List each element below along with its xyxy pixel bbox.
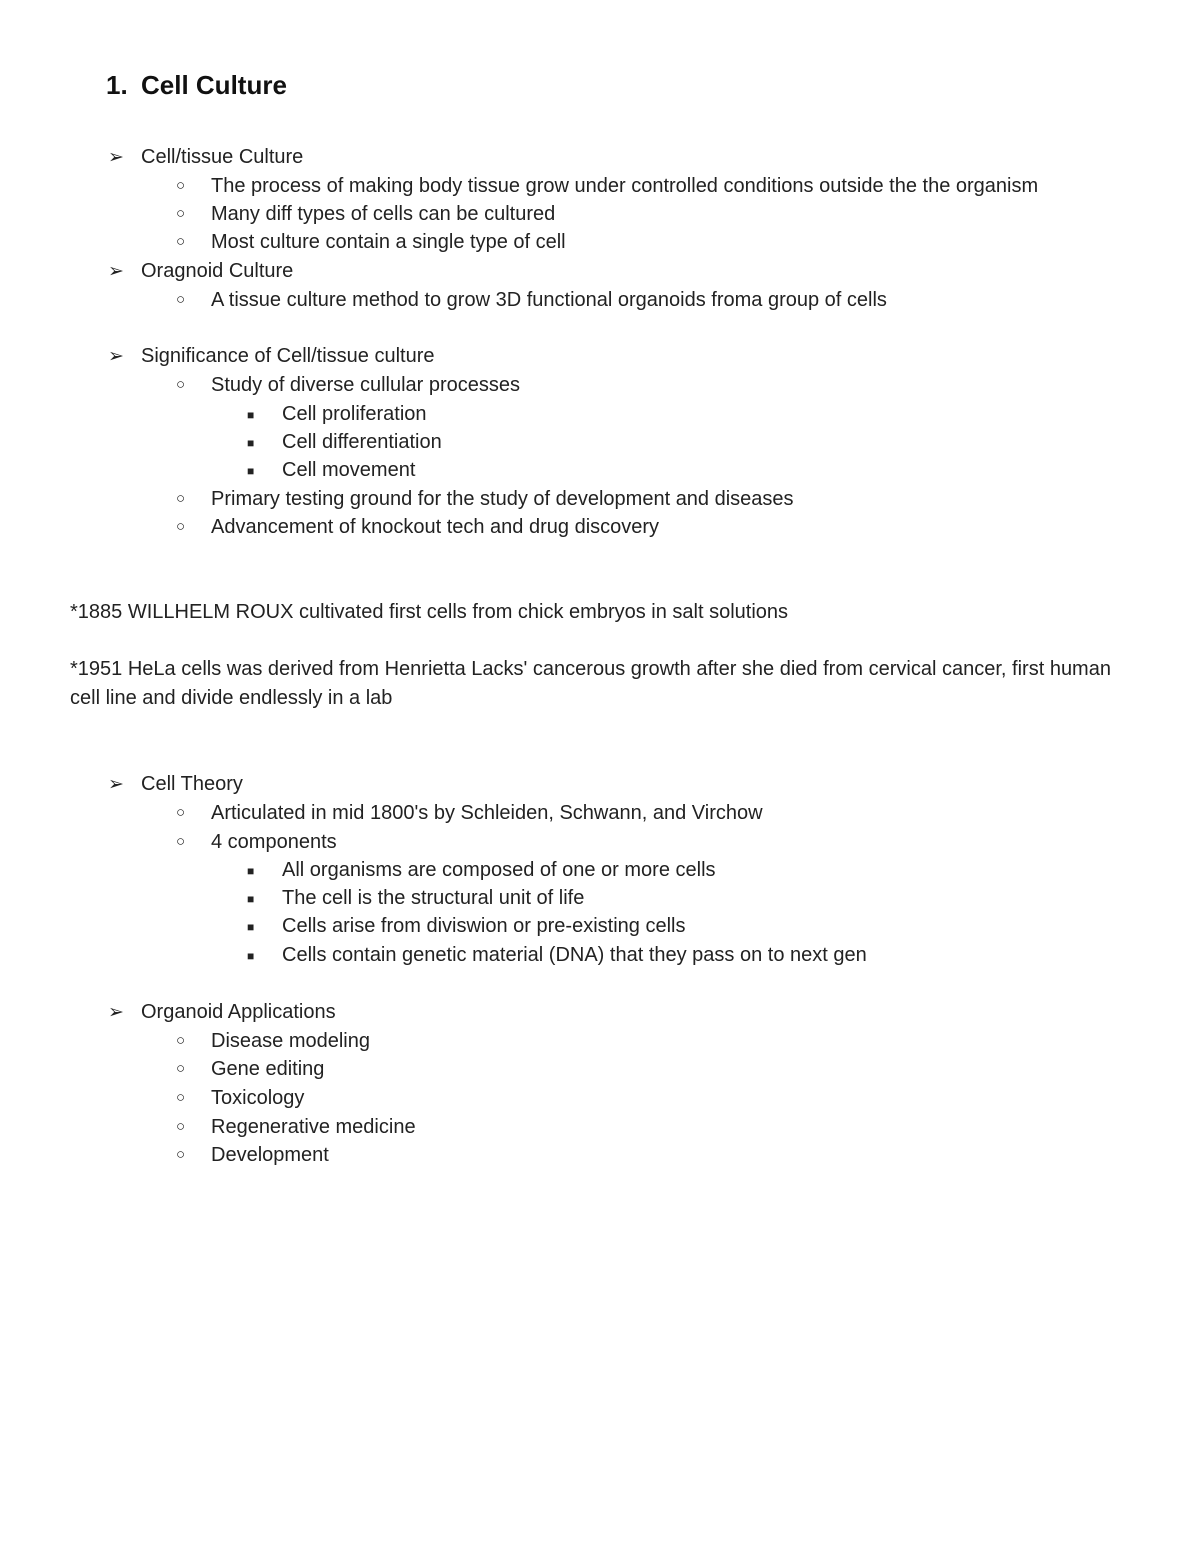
list-item-text: Most culture contain a single type of cell: [211, 231, 566, 253]
list-item: [176, 515, 659, 541]
circle-bullet-icon: ○: [176, 205, 186, 222]
list-item-text: Many diff types of cells can be cultured: [211, 203, 556, 225]
arrow-bullet-icon: ➢: [108, 261, 124, 282]
arrow-bullet-icon: ➢: [108, 774, 124, 795]
list-item: [176, 373, 520, 399]
list-item: [176, 1057, 324, 1083]
arrow-bullet-icon: ➢: [108, 346, 124, 367]
page-title: [106, 70, 287, 101]
list-item-text: Development: [211, 1144, 329, 1166]
list-item-text: A tissue culture method to grow 3D functional organoids froma group of cells: [211, 289, 887, 311]
sub-list-item: [247, 943, 867, 969]
circle-bullet-icon: ○: [176, 833, 186, 850]
square-bullet-icon: ■: [247, 949, 255, 963]
sub-list-item: [247, 858, 716, 884]
sub-list-item: [247, 458, 415, 484]
sub-list-item-text: Cells arise from diviswion or pre-existing cells: [282, 915, 686, 937]
sub-list-item-text: Cells contain genetic material (DNA) that they pass on to next gen: [282, 944, 867, 966]
circle-bullet-icon: ○: [176, 1060, 186, 1077]
section-cell-theory: [108, 772, 243, 797]
list-item-text: Advancement of knockout tech and drug discovery: [211, 516, 660, 538]
circle-bullet-icon: ○: [176, 490, 186, 507]
arrow-bullet-icon: ➢: [108, 1002, 124, 1023]
square-bullet-icon: ■: [247, 920, 255, 934]
list-item: [176, 202, 555, 228]
list-item-text: Toxicology: [211, 1087, 305, 1109]
list-item: [176, 801, 763, 827]
section-title: Organoid Applications: [141, 1001, 336, 1023]
circle-bullet-icon: ○: [176, 1146, 186, 1163]
sub-list-item-text: The cell is the structural unit of life: [282, 887, 585, 909]
sub-list-item-text: Cell movement: [282, 459, 416, 481]
square-bullet-icon: ■: [247, 892, 255, 906]
history-note: *1885 WILLHELM ROUX cultivated first cells from chick embryos in salt solutions: [70, 601, 789, 623]
circle-bullet-icon: ○: [176, 233, 186, 250]
list-item: [176, 288, 887, 314]
history-note: *1951 HeLa cells was derived from Henrietta Lacks' cancerous growth after she died from cervical cancer, first human cell line and divide endlessly in a lab: [70, 658, 1111, 709]
heading-number: 1.: [106, 70, 128, 100]
list-item-text: Gene editing: [211, 1058, 325, 1080]
circle-bullet-icon: ○: [176, 1032, 186, 1049]
list-item: [176, 1029, 370, 1055]
circle-bullet-icon: ○: [176, 1089, 186, 1106]
circle-bullet-icon: ○: [176, 177, 186, 194]
circle-bullet-icon: ○: [176, 1118, 186, 1135]
circle-bullet-icon: ○: [176, 291, 186, 308]
list-item: [176, 174, 1038, 200]
list-item: [176, 230, 566, 256]
sub-list-item: [247, 430, 442, 456]
list-item: [176, 1086, 304, 1112]
sub-list-item-text: Cell proliferation: [282, 403, 427, 425]
square-bullet-icon: ■: [247, 464, 255, 478]
circle-bullet-icon: ○: [176, 376, 186, 393]
arrow-bullet-icon: ➢: [108, 147, 124, 168]
list-item-text: Study of diverse cullular processes: [211, 374, 521, 396]
section-title: Significance of Cell/tissue culture: [141, 345, 435, 367]
circle-bullet-icon: ○: [176, 518, 186, 535]
section-title: Cell Theory: [141, 773, 243, 795]
sub-list-item-text: Cell differentiation: [282, 431, 442, 453]
square-bullet-icon: ■: [247, 408, 255, 422]
sub-list-item: [247, 402, 427, 428]
heading-text: Cell Culture: [141, 70, 287, 100]
section-significance: [108, 344, 434, 369]
square-bullet-icon: ■: [247, 864, 255, 878]
list-item-text: Primary testing ground for the study of development and diseases: [211, 488, 794, 510]
list-item: [176, 1115, 416, 1141]
section-cell-tissue-culture: [108, 145, 303, 170]
section-title: Oragnoid Culture: [141, 260, 294, 282]
list-item-text: The process of making body tissue grow under controlled conditions outside the the organism: [211, 175, 1039, 197]
list-item-text: Articulated in mid 1800's by Schleiden, Schwann, and Virchow: [211, 802, 763, 824]
list-item: [176, 487, 794, 513]
sub-list-item: [247, 914, 685, 940]
section-organoid-culture: [108, 259, 293, 284]
list-item: [176, 830, 337, 856]
sub-list-item: [247, 886, 584, 912]
list-item-text: Regenerative medicine: [211, 1116, 416, 1138]
circle-bullet-icon: ○: [176, 804, 186, 821]
section-organoid-applications: [108, 1000, 336, 1025]
list-item: [176, 1143, 329, 1169]
section-title: Cell/tissue Culture: [141, 146, 304, 168]
sub-list-item-text: All organisms are composed of one or more cells: [282, 859, 716, 881]
list-item-text: 4 components: [211, 831, 337, 853]
list-item-text: Disease modeling: [211, 1030, 370, 1052]
square-bullet-icon: ■: [247, 436, 255, 450]
